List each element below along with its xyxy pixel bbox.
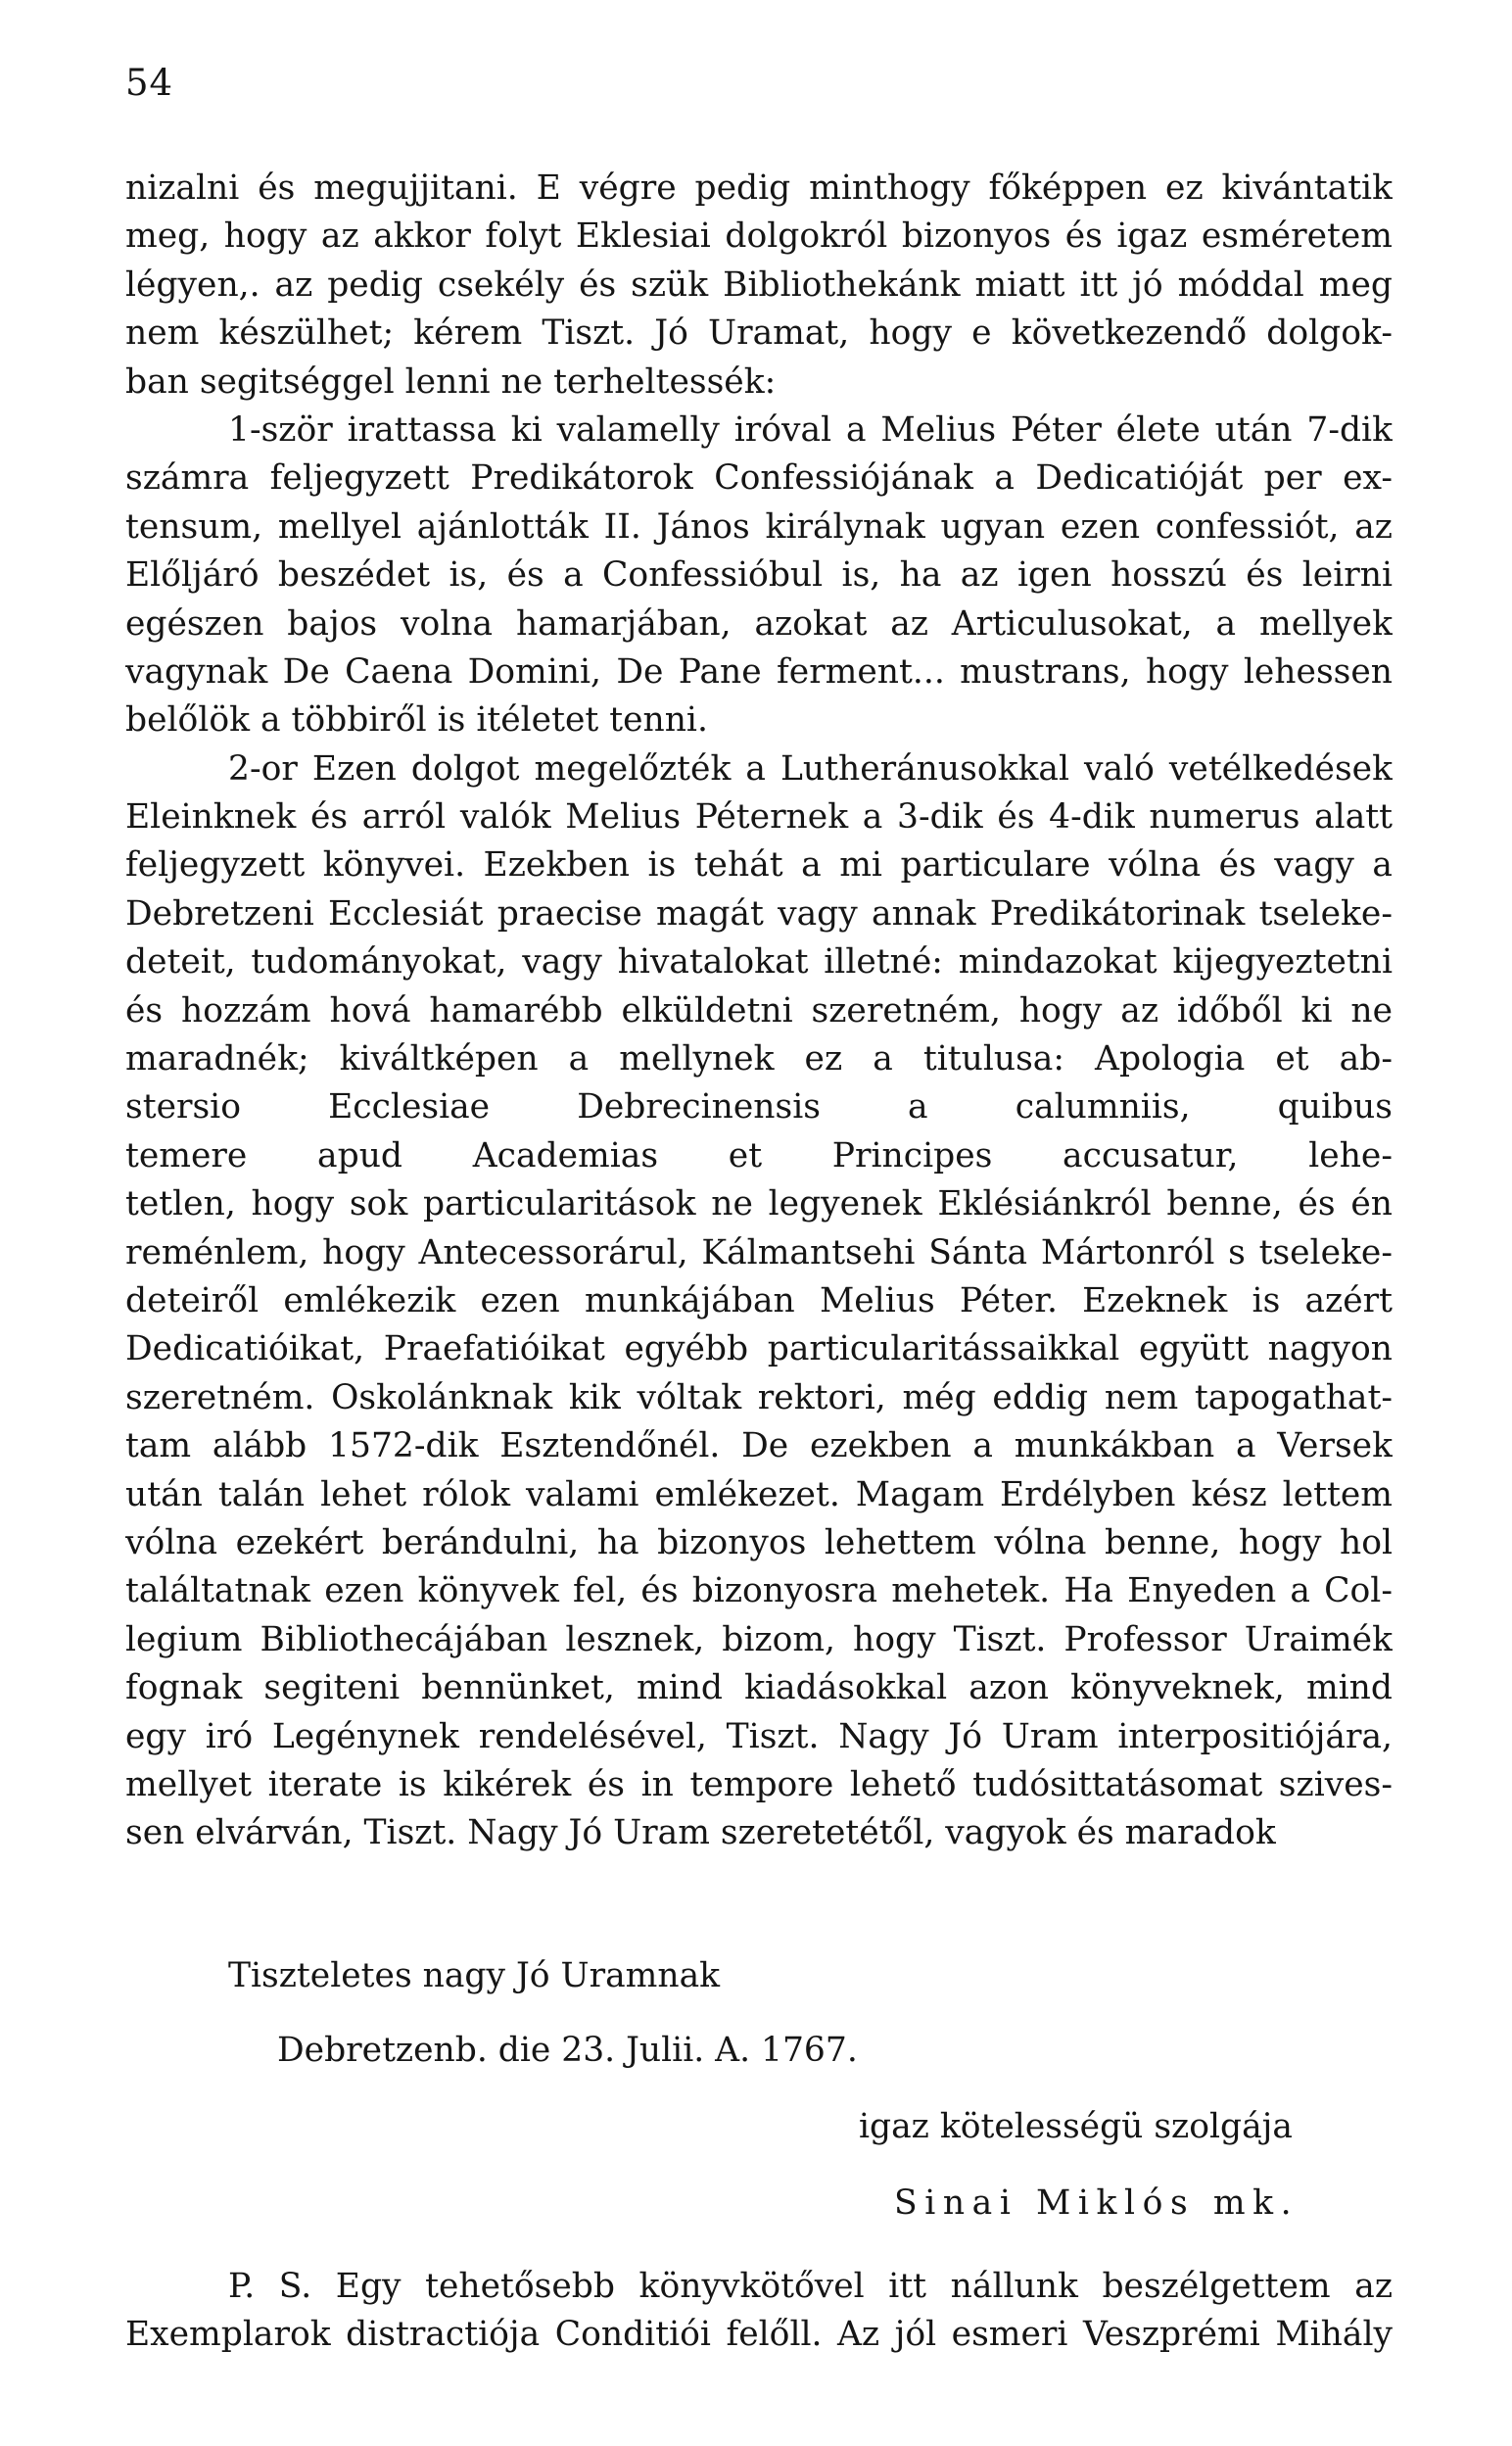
text-line: tensum, mellyel ajánlották II. János királynak ugyan ezen confessiót, az bbox=[125, 506, 1393, 547]
text-line: légyen,. az pedig csekély és szük Bibliothekánk miatt itt jó móddal meg bbox=[125, 264, 1393, 305]
text-line: számra feljegyzett Predikátorok Confessiójának a Dedicatióját per ex- bbox=[125, 458, 1393, 499]
text-line: tetlen, hogy sok particularitások ne legyenek Eklésiánkról benne, és én bbox=[125, 1184, 1393, 1224]
text-line: tam alább 1572-dik Esztendőnél. De ezekben a munkákban a Versek bbox=[125, 1426, 1393, 1466]
text-line: és hozzám hová hamarébb elküldetni szeretném, hogy az időből ki ne bbox=[125, 990, 1393, 1031]
text-line: mellyet iterate is kikérek és in tempore lehető tudósittatásomat szives- bbox=[125, 1764, 1393, 1804]
text-line: vólna ezekért berándulni, ha bizonyos lehettem vólna benne, hogy hol bbox=[125, 1522, 1393, 1562]
postscript bbox=[125, 2263, 1393, 2360]
text-line: maradnék; kiváltképen a mellynek ez a titulusa: Apologia et ab- bbox=[125, 1039, 1393, 1079]
letter-signoff: igaz kötelességü szolgája bbox=[859, 2107, 1293, 2146]
text-line: nizalni és megujjitani. E végre pedig minthogy főképpen ez kivántatik bbox=[125, 168, 1393, 208]
letter-place-date: Debretzenb. die 23. Julii. A. 1767. bbox=[277, 2031, 858, 2070]
page-number: 54 bbox=[125, 62, 174, 104]
letter-salutation: Tiszteletes nagy Jó Uramnak bbox=[228, 1956, 721, 1995]
text-line: meg, hogy az akkor folyt Eklesiai dolgokról bizonyos és igaz esméretem bbox=[125, 216, 1393, 257]
text-line: legium Bibliothecájában lesznek, bizom, hogy Tiszt. Professor Uraimék bbox=[125, 1619, 1393, 1659]
text-line: nem készülhet; kérem Tiszt. Jó Uramat, hogy e következendő dolgok- bbox=[125, 313, 1393, 354]
text-line: reménlem, hogy Antecessorárul, Kálmantsehi Sánta Mártonról s tseleke- bbox=[125, 1232, 1393, 1272]
text-line: egy iró Legénynek rendelésével, Tiszt. Nagy Jó Uram interpositiójára, bbox=[125, 1716, 1393, 1756]
text-line: fognak segiteni bennünket, mind kiadásokkal azon könyveknek, mind bbox=[125, 1668, 1393, 1708]
text-line: után talán lehet rólok valami emlékezet. Magam Erdélyben kész lettem bbox=[125, 1474, 1393, 1514]
text-line: stersio Ecclesiae Debrecinensis a calumniis, quibus bbox=[125, 1087, 1393, 1127]
body-text bbox=[125, 165, 1393, 1858]
text-line: Előljáró beszédet is, és a Confessióbul is, ha az igen hosszú és leirni bbox=[125, 555, 1393, 596]
text-line: vagynak De Caena Domini, De Pane ferment... mustrans, hogy lehessen bbox=[125, 651, 1393, 692]
text-line: sen elvárván, Tiszt. Nagy Jó Uram szeretetétől, vagyok és maradok bbox=[125, 1813, 1276, 1853]
text-line: Debretzeni Ecclesiát praecise magát vagy annak Predikátorinak tseleke- bbox=[125, 893, 1393, 934]
text-line: szeretném. Oskolánknak kik vóltak rektori, még eddig nem tapogathat- bbox=[125, 1377, 1393, 1417]
text-line: egészen bajos volna hamarjában, azokat az Articulusokat, a mellyek bbox=[125, 603, 1393, 644]
text-line: ban segitséggel lenni ne terheltessék: bbox=[125, 361, 777, 402]
text-line: Dedicatióikat, Praefatióikat egyébb particularitássaikkal együtt nagyon bbox=[125, 1329, 1393, 1369]
postscript-line: Exemplarok distractiója Conditiói felőll. Az jól esmeri Veszprémi Mihály bbox=[125, 2315, 1393, 2355]
text-line: deteit, tudományokat, vagy hivatalokat illetné: mindazokat kijegyeztetni bbox=[125, 942, 1393, 983]
text-line: 1-ször irattassa ki valamelly iróval a Melius Péter élete után 7-dik bbox=[228, 409, 1393, 450]
letter-signature: Sinai Miklós mk. bbox=[894, 2183, 1299, 2223]
text-line: belőlök a többiről is itéletet tenni. bbox=[125, 700, 708, 741]
text-line: feljegyzett könyvei. Ezekben is tehát a mi particulare vólna és vagy a bbox=[125, 845, 1393, 886]
text-line: deteiről emlékezik ezen munkájában Melius Péter. Ezeknek is azért bbox=[125, 1280, 1393, 1320]
text-line: találtatnak ezen könyvek fel, és bizonyosra mehetek. Ha Enyeden a Col- bbox=[125, 1571, 1393, 1611]
postscript-line: P. S. Egy tehetősebb könyvkötővel itt nállunk beszélgettem az bbox=[228, 2267, 1393, 2306]
text-line: 2-or Ezen dolgot megelőzték a Lutheránusokkal való vetélkedések bbox=[228, 748, 1393, 789]
text-line: temere apud Academias et Principes accusatur, lehe- bbox=[125, 1135, 1393, 1175]
text-line: Eleinknek és arról valók Melius Péternek a 3-dik és 4-dik numerus alatt bbox=[125, 797, 1393, 838]
